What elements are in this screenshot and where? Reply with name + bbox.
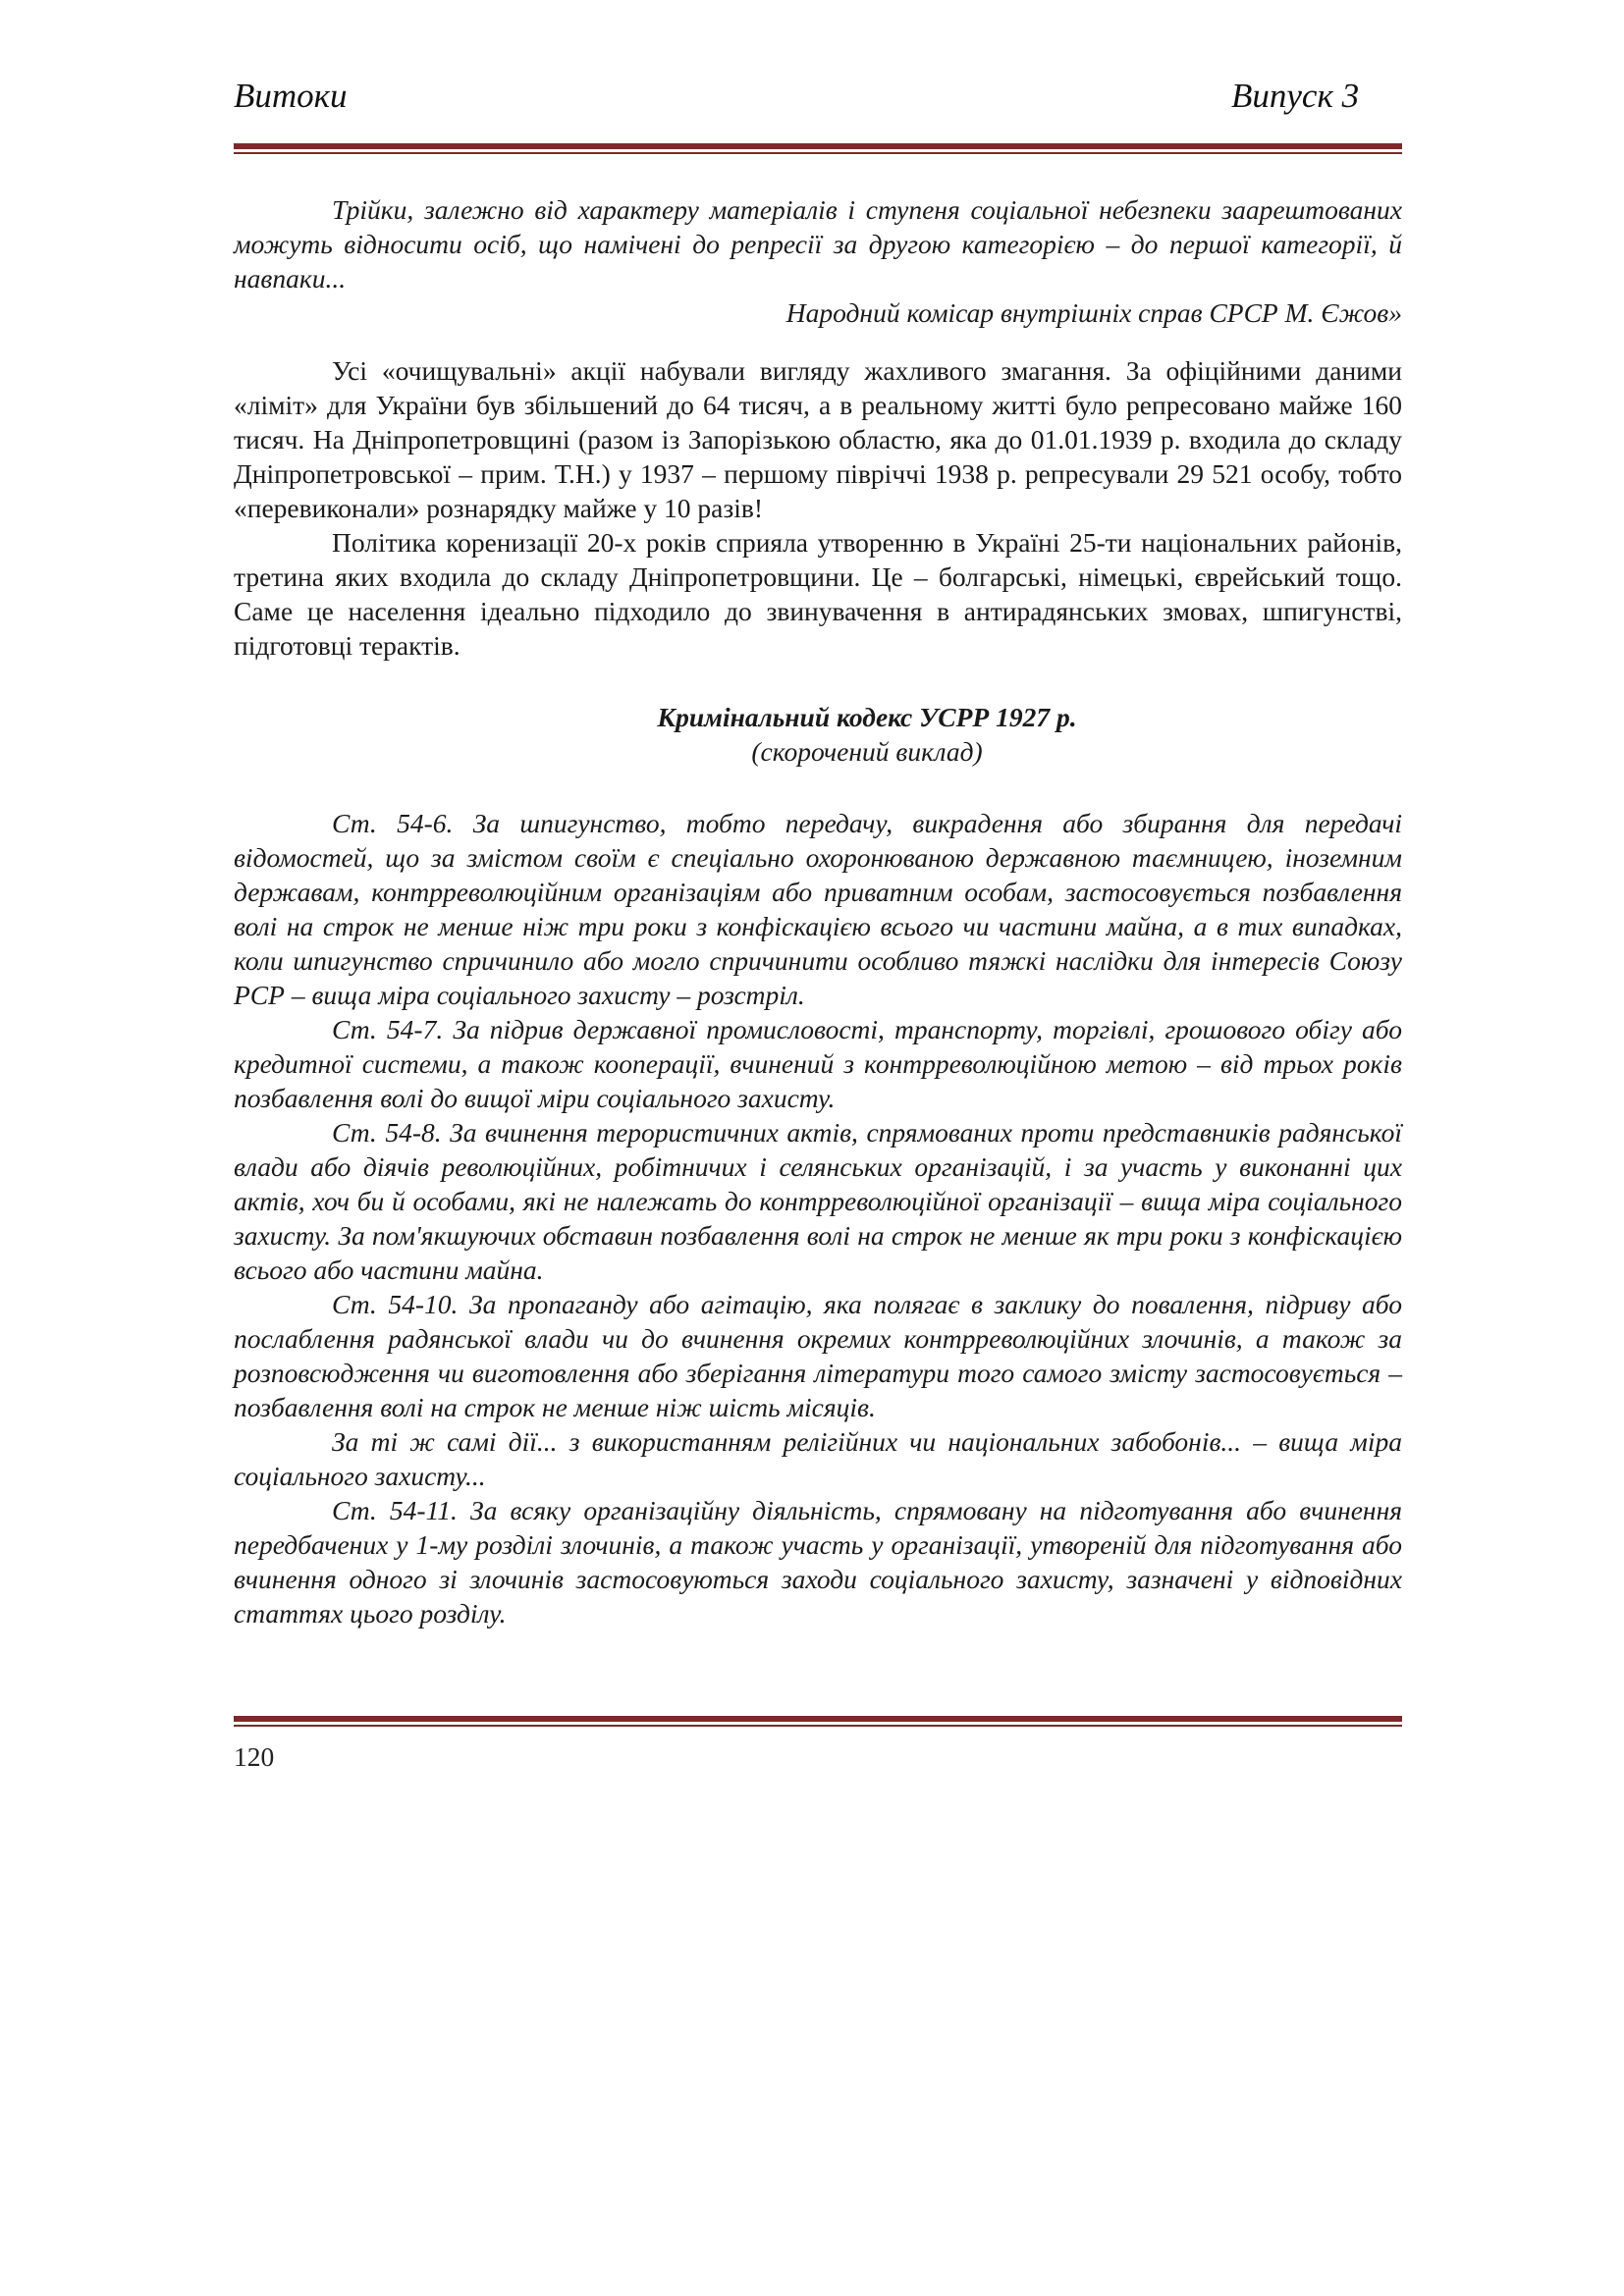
body-paragraph: Усі «очищувальні» акції набували вигляду жахливого змагання. За офіційними даними «ліміт» для України був збільшений до 64 тисяч, а в реальному житті було репресовано майже 160 тисяч. На Дніпропетровщині (разом із Запорізькою областю, яка до 01.01.1939 р. входила до складу Дніпропетровської – прим. Т.Н.) у 1937 – першому півріччі 1938 р. репресували 29 521 особу, тобто «перевиконали» рознарядку майже у 10 разів!: [234, 355, 1402, 523]
body-paragraph: Політика коренизації 20-х років сприяла утворенню в Україні 25-ти національних районів, третина яких входила до складу Дніпропетровщини. Це – болгарські, німецькі, єврейський тощо. Саме це населення ідеально підходило до звинувачення в антирадянських змовах, шпигунстві, підготовці терактів.: [234, 527, 1402, 661]
article-paragraph: Ст. 54-7. За підрив державної промисловості, транспорту, торгівлі, грошового обігу або кредитної системи, а також кооперації, вчинений з контрреволюційною метою – від трьох років позбавлення волі до вищої міри соціального захисту.: [234, 1014, 1402, 1113]
section-title: Кримінальний кодекс УСРР 1927 р.: [657, 702, 1077, 732]
article-paragraph: Ст. 54-10. За пропаганду або агітацію, яка полягає в заклику до повалення, підриву або послаблення радянської влади чи до вчинення окремих контрреволюційних злочинів, а також за розповсюдження чи виготовлення або зберігання літератури того самого змісту застосовується – позбавлення волі на строк не менше ніж шість місяців.: [234, 1289, 1402, 1422]
header-divider: [234, 143, 1402, 154]
quote-text: Трійки, залежно від характеру матеріалів і ступеня соціальної небезпеки заарештованих можуть відносити осіб, що намічені до репресії за другою категорією – до першої категорії, й навпаки...: [234, 194, 1402, 294]
article-paragraph: Ст. 54-6. За шпигунство, тобто передачу, викрадення або збирання для передачі відомостей, що за змістом своїм є спеціально охоронюваною державною таємницею, іноземним державам, контрреволюційним організаціям або приватним особам, застосовується позбавлення волі на строк не менше ніж три роки з конфіскацією всього чи частини майна, а в тих випадках, коли шпигунство спричинило або могло спричинити особливо тяжкі наслідки для інтересів Союзу РСР – вища міра соціального захисту – розстріл.: [234, 808, 1402, 1010]
running-header-right: Випуск 3: [1231, 77, 1360, 115]
footer-divider: [234, 1716, 1402, 1727]
section-subtitle: (скорочений виклад): [751, 736, 983, 767]
running-header-left: Витоки: [234, 77, 348, 115]
page-number: 120: [234, 1741, 275, 1772]
quote-signature: Народний комісар внутрішніх справ СРСР М. Єжов»: [785, 297, 1402, 328]
article-paragraph: Ст. 54-11. За всяку організаційну діяльність, спрямовану на підготування або вчинення передбачених у 1-му розділі злочинів, а також участь у організації, утвореній для підготування або вчинення одного зі злочинів застосовуються заходи соціального захисту, зазначені у відповідних статтях цього розділу.: [234, 1495, 1402, 1629]
article-paragraph: За ті ж самі дії... з використанням релігійних чи національних забобонів... – вища міра соціального захисту...: [234, 1426, 1402, 1491]
article-paragraph: Ст. 54-8. За вчинення терористичних актів, спрямованих проти представників радянської влади або діячів революційних, робітничих і селянських організацій, і за участь у виконанні цих актів, хоч би й особами, які не належать до контрреволюційної організації – вища міра соціального захисту. За пом'якшуючих обставин позбавлення волі на строк не менше як три роки з конфіскацією всього або частини майна.: [234, 1117, 1402, 1285]
page-body: [234, 192, 1402, 1630]
